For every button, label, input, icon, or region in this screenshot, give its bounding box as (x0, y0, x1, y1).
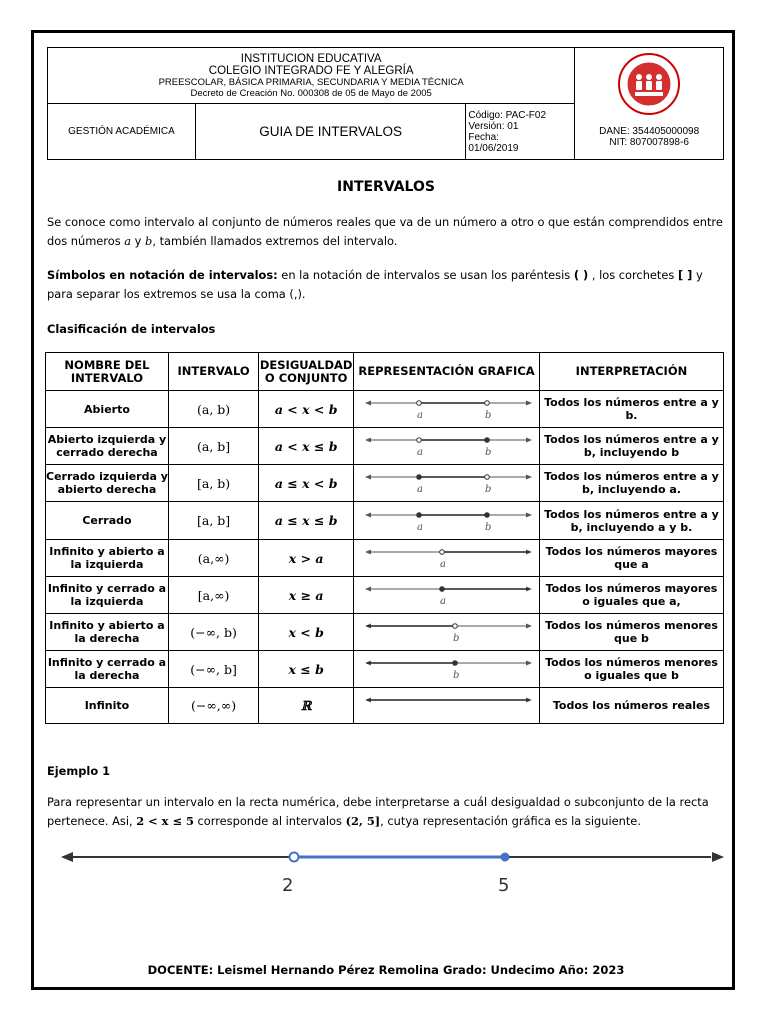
interval-notation: (−∞, b] (168, 651, 258, 688)
number-line-graphic (357, 579, 537, 611)
right-arrow-icon (526, 438, 532, 443)
institution-block (48, 48, 575, 104)
intro-and: y (131, 234, 146, 248)
interval-interpretation: Todos los números entre a y b. (539, 391, 723, 428)
table-row (46, 577, 724, 614)
table-row (46, 540, 724, 577)
parentheses-symbol: ( ) (573, 268, 589, 282)
example-title: Ejemplo 1 (47, 764, 111, 778)
interval-graphic-cell (354, 428, 540, 465)
point-label-b: b (484, 410, 491, 421)
closed-point (416, 512, 421, 517)
creation-decree: Decreto de Creación No. 000308 de 05 de Mayo de 2005 (190, 87, 432, 99)
example-inequality: 2 < x ≤ 5 (136, 814, 194, 828)
interval-interpretation: Todos los números entre a y b, incluyendo b (539, 428, 723, 465)
interval-notation: (−∞, b) (168, 614, 258, 651)
interval-inequality: a ≤ x ≤ b (259, 502, 354, 540)
closed-point (439, 587, 444, 592)
interval-graphic-cell (354, 391, 540, 428)
interval-notation: (a,∞) (168, 540, 258, 577)
interval-graphic-cell (354, 651, 540, 688)
table-row (46, 502, 724, 540)
date-label: Fecha: (468, 131, 499, 143)
document-codes (466, 104, 575, 160)
code-label: Código: PAC-F02 (468, 109, 547, 121)
document-header (47, 47, 724, 160)
open-point (416, 438, 421, 443)
interval-name: Infinito y abierto a la izquierda (46, 540, 169, 577)
example-text-3: , cutya representación gráfica es la siguiente. (380, 814, 641, 828)
table-row (46, 465, 724, 502)
interval-interpretation: Todos los números menores o iguales que b (539, 651, 723, 688)
logo-cell (575, 48, 724, 160)
interval-inequality: x ≤ b (259, 651, 354, 688)
intro-text-end: , también llamados extremos del intervalo. (152, 234, 398, 248)
closed-point (416, 475, 421, 480)
interval-name: Infinito y cerrado a la derecha (46, 651, 169, 688)
interval-interpretation: Todos los números entre a y b, incluyendo a. (539, 465, 723, 502)
interval-name: Abierto (46, 391, 169, 428)
right-arrow-icon (526, 401, 532, 406)
interval-inequality: ℝ (259, 688, 354, 724)
interval-notation: [a, b] (168, 502, 258, 540)
example-paragraph (47, 793, 727, 831)
closed-point (484, 512, 489, 517)
left-arrow-icon (365, 401, 371, 406)
intro-text: Se conoce como intervalo al conjunto de números reales que va de un número a otro o que están comprendidos entre dos números (47, 215, 723, 248)
header-interval: INTERVALO (168, 353, 258, 391)
number-line-graphic (357, 653, 537, 685)
interval-notation: [a,∞) (168, 577, 258, 614)
point-label-b: b (452, 670, 459, 681)
interval-graphic-cell (354, 465, 540, 502)
intervals-table (45, 352, 724, 724)
intro-paragraph (47, 213, 727, 251)
interval-notation: [a, b) (168, 465, 258, 502)
point-label-a: a (416, 484, 423, 495)
header-name: NOMBRE DEL INTERVALO (46, 353, 169, 391)
point-label-a: a (416, 521, 423, 533)
example-left-value: 2 (282, 875, 294, 896)
closed-point (452, 661, 457, 666)
interval-notation: (a, b) (168, 391, 258, 428)
interval-graphic-cell (354, 614, 540, 651)
right-arrow-icon (526, 624, 532, 629)
guide-title: GUIA DE INTERVALOS (195, 104, 465, 160)
interval-notation: (−∞,∞) (168, 688, 258, 724)
symbols-text-2: , los corchetes (588, 268, 678, 282)
interval-inequality: x ≥ a (259, 577, 354, 614)
number-line-graphic (357, 430, 537, 462)
table-row (46, 688, 724, 724)
page-frame (31, 30, 735, 990)
interval-inequality: x < b (259, 614, 354, 651)
point-label-a: a (439, 596, 446, 607)
interval-name: Infinito y abierto a la derecha (46, 614, 169, 651)
point-label-b: b (484, 484, 491, 495)
classification-heading: Clasificación de intervalos (47, 322, 216, 336)
table-row (46, 651, 724, 688)
closed-point (484, 438, 489, 443)
left-arrow-icon (365, 550, 371, 555)
point-label-a: a (439, 559, 446, 570)
point-label-a: a (416, 447, 423, 458)
open-point (452, 624, 457, 629)
dane-number: DANE: 354405000098 (599, 126, 700, 137)
right-arrow-icon (526, 512, 532, 517)
example-text-2: corresponde al intervalos (193, 814, 346, 828)
interval-name: Infinito (46, 688, 169, 724)
header-graphic: REPRESENTACIÓN GRAFICA (354, 353, 540, 391)
point-label-b: b (452, 633, 459, 644)
interval-graphic-cell (354, 688, 540, 724)
interval-notation: (a, b] (168, 428, 258, 465)
symbols-text-3: y para separar los extremos se usa la coma (,). (47, 268, 703, 301)
brackets-symbol: [ ] (677, 268, 693, 282)
number-line-graphic (357, 542, 537, 574)
open-point (439, 550, 444, 555)
interval-name: Abierto izquierda y cerrado derecha (46, 428, 169, 465)
header-inequality: DESIGUALDAD O CONJUNTO (259, 353, 354, 391)
school-levels: PREESCOLAR, BÁSICA PRIMARIA, SECUNDARIA Y MEDIA TÉCNICA (158, 76, 464, 88)
number-line-graphic (357, 616, 537, 648)
interval-interpretation: Todos los números entre a y b, incluyendo a y b. (539, 502, 723, 540)
interval-name: Cerrado izquierda y abierto derecha (46, 465, 169, 502)
symbols-label: Símbolos en notación de intervalos: (47, 268, 278, 282)
interval-graphic-cell (354, 502, 540, 540)
table-row (46, 391, 724, 428)
interval-inequality: x > a (259, 540, 354, 577)
interval-interpretation: Todos los números menores que b (539, 614, 723, 651)
nit-number: NIT: 807007898-6 (609, 137, 689, 148)
interval-graphic-cell (354, 540, 540, 577)
open-point (484, 475, 489, 480)
interval-graphic-cell (354, 577, 540, 614)
interval-inequality: a < x < b (259, 391, 354, 428)
school-logo-icon (617, 52, 681, 116)
var-b: b (145, 234, 153, 248)
example-number-line (47, 843, 727, 903)
example-interval: (2, 5] (345, 814, 381, 828)
point-label-a: a (416, 410, 423, 421)
var-a: a (124, 234, 132, 248)
right-arrow-icon (526, 475, 532, 480)
open-point (416, 401, 421, 406)
example-right-value: 5 (498, 875, 510, 896)
date-value: 01/06/2019 (468, 142, 519, 154)
number-line-graphic (357, 393, 537, 425)
table-row (46, 614, 724, 651)
symbols-paragraph (47, 266, 727, 304)
left-arrow-icon (365, 587, 371, 592)
point-label-b: b (484, 521, 491, 533)
footer-info: DOCENTE: Leismel Hernando Pérez Remolina Grado: Undecimo Año: 2023 (147, 963, 625, 977)
interval-name: Infinito y cerrado a la izquierda (46, 577, 169, 614)
institution-name: INSTITUCION EDUCATIVA (240, 52, 382, 65)
header-interpretation: INTERPRETACIÓN (539, 353, 723, 391)
school-name: COLEGIO INTEGRADO FE Y ALEGRÍA (208, 64, 414, 77)
interval-interpretation: Todos los números reales (539, 688, 723, 724)
interval-interpretation: Todos los números mayores que a (539, 540, 723, 577)
example-text: Para representar un intervalo en la recta numérica, debe interpretarse a cuál desigualdad o subconjunto de la recta pertenece. Asi, (47, 795, 709, 828)
number-line-graphic (357, 467, 537, 499)
table-row (46, 428, 724, 465)
page-title: INTERVALOS (337, 179, 435, 195)
symbols-text: en la notación de intervalos se usan los paréntesis (277, 268, 574, 282)
left-arrow-icon (365, 475, 371, 480)
interval-inequality: a ≤ x < b (259, 465, 354, 502)
left-arrow-icon (365, 512, 371, 517)
version-label: Versión: 01 (468, 120, 519, 132)
point-label-b: b (484, 447, 491, 458)
number-line-graphic (357, 690, 537, 722)
interval-interpretation: Todos los números mayores o iguales que a, (539, 577, 723, 614)
interval-inequality: a < x ≤ b (259, 428, 354, 465)
right-arrow-icon (526, 661, 532, 666)
open-point (484, 401, 489, 406)
interval-name: Cerrado (46, 502, 169, 540)
left-arrow-icon (365, 438, 371, 443)
gestion-label: GESTIÓN ACADÉMICA (48, 104, 196, 160)
number-line-graphic (357, 505, 537, 537)
